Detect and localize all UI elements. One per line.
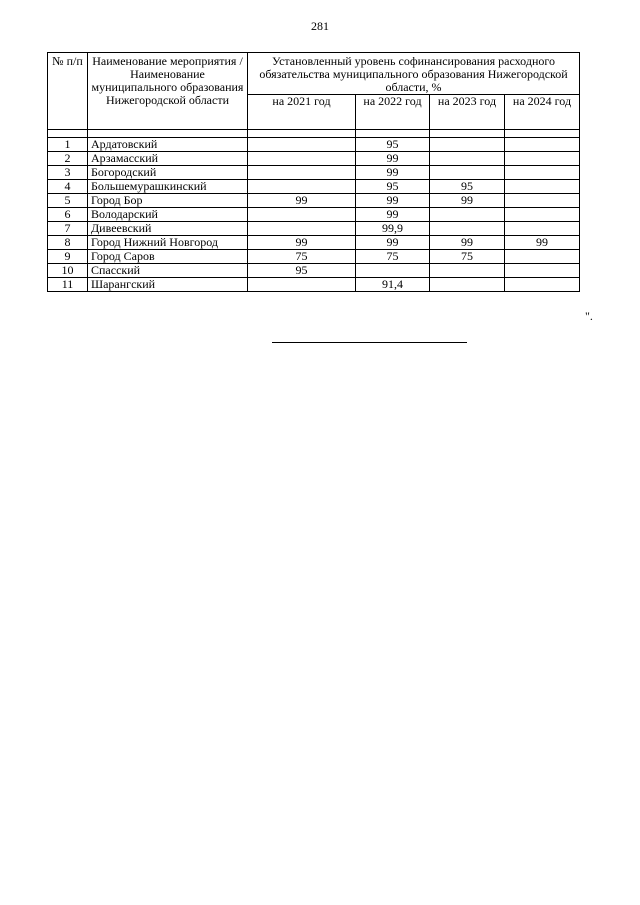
value-2021: 95 [248, 264, 356, 278]
row-num: 9 [48, 250, 88, 264]
header-num: № п/п [48, 53, 88, 130]
table-row [48, 138, 580, 152]
table-row [48, 236, 580, 250]
value-2024 [505, 166, 580, 180]
value-2023 [430, 208, 505, 222]
table-row [48, 250, 580, 264]
value-2022: 99 [356, 236, 430, 250]
table-row [48, 180, 580, 194]
value-2021: 75 [248, 250, 356, 264]
municipality-name: Арзамасский [88, 152, 248, 166]
row-num: 7 [48, 222, 88, 236]
value-2021 [248, 222, 356, 236]
value-2024 [505, 250, 580, 264]
municipality-name: Город Бор [88, 194, 248, 208]
value-2021 [248, 166, 356, 180]
value-2023 [430, 138, 505, 152]
value-2022: 95 [356, 180, 430, 194]
value-2022: 99 [356, 194, 430, 208]
header-year-2024: на 2024 год [505, 95, 580, 130]
municipality-name: Город Нижний Новгород [88, 236, 248, 250]
value-2024 [505, 194, 580, 208]
value-2023: 75 [430, 250, 505, 264]
header-row-top [48, 53, 580, 95]
table-row [48, 208, 580, 222]
value-2022: 99 [356, 166, 430, 180]
row-num: 2 [48, 152, 88, 166]
table-row [48, 166, 580, 180]
value-2022: 95 [356, 138, 430, 152]
table-row [48, 264, 580, 278]
header-year-2021: на 2021 год [248, 95, 356, 130]
header-level: Установленный уровень софинансирования расходного обязательства муниципального образования Нижегородской области, % [248, 53, 580, 95]
value-2021: 99 [248, 194, 356, 208]
table-row [48, 222, 580, 236]
value-2022: 99 [356, 208, 430, 222]
value-2021 [248, 180, 356, 194]
table-row [48, 152, 580, 166]
value-2024 [505, 264, 580, 278]
value-2023: 95 [430, 180, 505, 194]
row-num: 10 [48, 264, 88, 278]
table-row [48, 194, 580, 208]
row-num: 11 [48, 278, 88, 292]
spacer-cell [430, 130, 505, 138]
value-2022: 91,4 [356, 278, 430, 292]
value-2023 [430, 278, 505, 292]
row-num: 8 [48, 236, 88, 250]
cofinancing-table [47, 52, 580, 292]
value-2024: 99 [505, 236, 580, 250]
value-2021 [248, 278, 356, 292]
value-2021 [248, 138, 356, 152]
closing-quote: ". [585, 309, 593, 323]
value-2022 [356, 264, 430, 278]
section-separator-line [272, 342, 467, 343]
value-2024 [505, 152, 580, 166]
municipality-name: Богородский [88, 166, 248, 180]
value-2023 [430, 166, 505, 180]
row-num: 3 [48, 166, 88, 180]
value-2023 [430, 152, 505, 166]
header-year-2022: на 2022 год [356, 95, 430, 130]
value-2021 [248, 208, 356, 222]
municipality-name: Спасский [88, 264, 248, 278]
value-2024 [505, 180, 580, 194]
value-2021: 99 [248, 236, 356, 250]
table-row [48, 278, 580, 292]
municipality-name: Дивеевский [88, 222, 248, 236]
value-2023 [430, 222, 505, 236]
page-number: 281 [311, 19, 329, 33]
spacer-cell [248, 130, 356, 138]
value-2023: 99 [430, 194, 505, 208]
value-2022: 99,9 [356, 222, 430, 236]
row-num: 6 [48, 208, 88, 222]
row-num: 5 [48, 194, 88, 208]
value-2021 [248, 152, 356, 166]
row-num: 4 [48, 180, 88, 194]
header-year-2023: на 2023 год [430, 95, 505, 130]
value-2022: 99 [356, 152, 430, 166]
value-2024 [505, 208, 580, 222]
municipality-name: Город Саров [88, 250, 248, 264]
municipality-name: Большемурашкинский [88, 180, 248, 194]
value-2024 [505, 138, 580, 152]
row-num: 1 [48, 138, 88, 152]
municipality-name: Володарский [88, 208, 248, 222]
header-name: Наименование мероприятия / Наименование муниципального образования Нижегородской области [88, 53, 248, 130]
value-2024 [505, 222, 580, 236]
value-2022: 75 [356, 250, 430, 264]
municipality-name: Ардатовский [88, 138, 248, 152]
spacer-cell [505, 130, 580, 138]
municipality-name: Шарангский [88, 278, 248, 292]
value-2023: 99 [430, 236, 505, 250]
value-2024 [505, 278, 580, 292]
value-2023 [430, 264, 505, 278]
